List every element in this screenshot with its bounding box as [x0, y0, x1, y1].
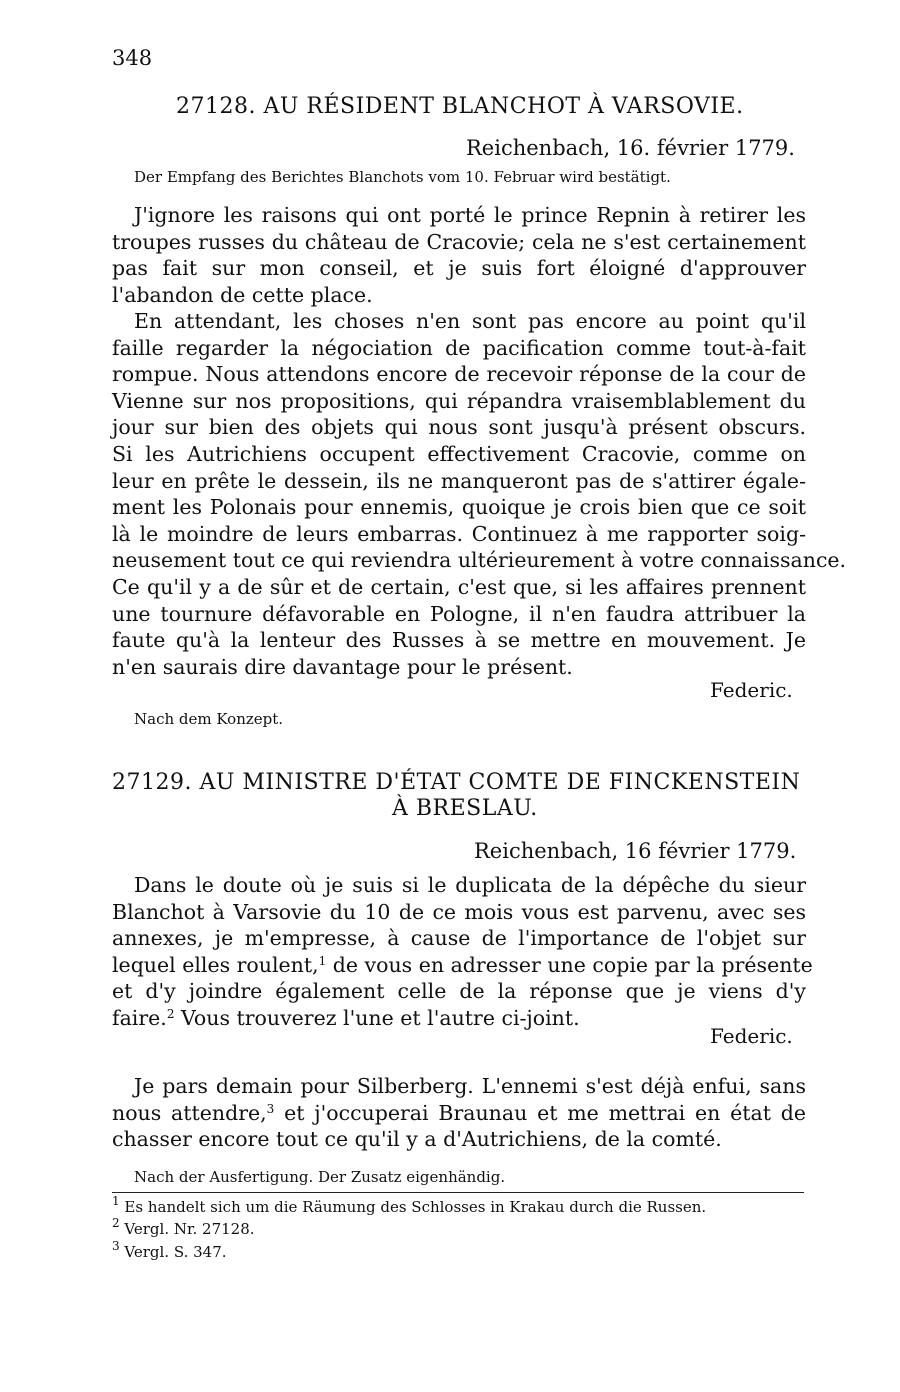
text-line	[112, 1100, 806, 1127]
text-line: une tournure défavorable en Pologne, il n'en faudra attribuer la	[112, 601, 806, 626]
text-line: et d'y joindre également celle de la réponse que je viens d'y	[112, 979, 806, 1004]
text-line: Blanchot à Varsovie du 10 de ce mois vous est parvenu, avec ses	[112, 899, 806, 924]
text-fragment: faire.	[112, 1005, 167, 1030]
text-line: troupes russes du château de Cracovie; cela ne s'est certainement	[112, 229, 806, 254]
footnote-text: Es handelt sich um die Räumung des Schlosses in Krakau durch die Russen.	[124, 1198, 707, 1216]
paragraph	[112, 308, 847, 680]
text-line: En attendant, les choses n'en sont pas encore au point qu'il	[134, 309, 806, 333]
footnote-divider	[112, 1192, 804, 1193]
footnote-text: Vergl. Nr. 27128.	[124, 1220, 255, 1238]
footnote-number: 2	[112, 1216, 120, 1230]
text-line: Vienne sur nos propositions, qui répandra vraisemblablement du	[112, 388, 806, 413]
text-line: Ce qu'il y a de sûr et de certain, c'est que, si les affaires prennent	[112, 574, 806, 599]
text-line: faille regarder la négociation de pacification comme tout-à-fait	[112, 335, 806, 360]
signature: Federic.	[710, 1024, 793, 1048]
letter-heading-continued: À BRESLAU.	[392, 796, 538, 821]
paragraph	[112, 872, 813, 1032]
text-line: là le moindre de leurs embarras. Continuez à me rapporter soig-	[112, 521, 806, 546]
text-fragment: lequel elles roulent,	[112, 952, 319, 977]
footnote	[112, 1239, 227, 1261]
dateline: Reichenbach, 16. février 1779.	[466, 136, 795, 160]
text-line	[112, 952, 813, 979]
text-line: neusement tout ce qui reviendra ultérieurement à votre connaissance.	[112, 548, 847, 573]
source-note: Nach der Ausfertigung. Der Zusatz eigenhändig.	[134, 1168, 506, 1186]
text-line: J'ignore les raisons qui ont porté le prince Repnin à retirer les	[134, 203, 806, 227]
footnote-reference[interactable]: 2	[166, 1006, 175, 1021]
text-line: Dans le doute où je suis si le duplicata de la dépêche du sieur	[134, 873, 806, 897]
text-line: leur en prête le dessein, ils ne manqueront pas de s'attirer égale-	[112, 468, 806, 493]
page-number: 348	[112, 46, 153, 70]
footnote	[112, 1194, 707, 1216]
text-line: Je pars demain pour Silberberg. L'ennemi s'est déjà enfui, sans	[134, 1074, 806, 1098]
dateline: Reichenbach, 16 février 1779.	[474, 839, 797, 863]
text-line: rompue. Nous attendons encore de recevoir réponse de la cour de	[112, 362, 806, 387]
text-line: faute qu'à la lenteur des Russes à se mettre en mouvement. Je	[112, 628, 806, 653]
letter-heading: 27128. AU RÉSIDENT BLANCHOT À VARSOVIE.	[176, 94, 744, 119]
footnote	[112, 1216, 255, 1238]
text-line: n'en saurais dire davantage pour le présent.	[112, 654, 573, 679]
text-line: jour sur bien des objets qui nous sont jusqu'à présent obscurs.	[112, 415, 806, 440]
text-fragment: de vous en adresser une copie par la présente	[326, 952, 813, 977]
text-fragment: Vous trouverez l'une et l'autre ci-joint.	[174, 1005, 580, 1030]
signature: Federic.	[710, 678, 793, 702]
text-line: pas fait sur mon conseil, et je suis fort éloigné d'approuver	[112, 256, 806, 281]
footnote-number: 3	[112, 1239, 120, 1253]
text-fragment: et j'occuperai Braunau et me mettrai en état de	[274, 1100, 807, 1125]
footnote-text: Vergl. S. 347.	[124, 1243, 227, 1261]
footnote-reference[interactable]: 3	[266, 1101, 275, 1116]
text-line: chasser encore tout ce qu'il y a d'Autrichiens, de la comté.	[112, 1127, 722, 1152]
letter-heading: 27129. AU MINISTRE D'ÉTAT COMTE DE FINCKENSTEIN	[112, 770, 801, 795]
text-line: l'abandon de cette place.	[112, 282, 373, 307]
postscript-paragraph	[112, 1073, 806, 1153]
letter-summary: Der Empfang des Berichtes Blanchots vom 10. Februar wird bestätigt.	[134, 168, 671, 186]
text-line: annexes, je m'empresse, à cause de l'importance de l'objet sur	[112, 926, 806, 951]
source-note: Nach dem Konzept.	[134, 710, 284, 728]
footnote-reference[interactable]: 1	[318, 953, 327, 968]
text-fragment: nous attendre,	[112, 1100, 267, 1125]
text-line: ment les Polonais pour ennemis, quoique je crois bien que ce soit	[112, 495, 806, 520]
text-line: Si les Autrichiens occupent effectivement Cracovie, comme on	[112, 441, 806, 466]
text-line	[112, 1005, 806, 1032]
footnote-number: 1	[112, 1194, 120, 1208]
paragraph	[112, 202, 806, 308]
